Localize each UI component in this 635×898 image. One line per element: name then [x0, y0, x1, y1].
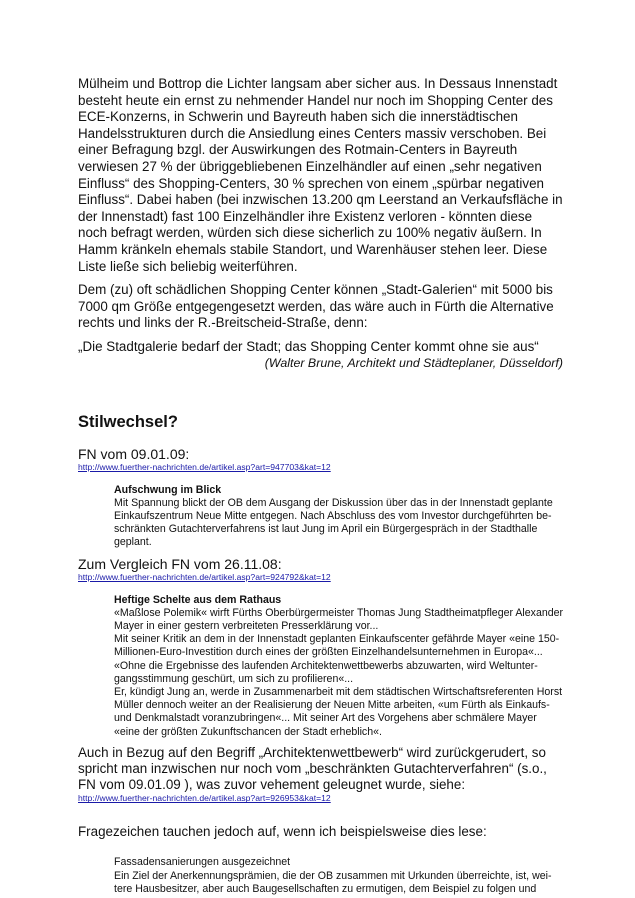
intro-paragraph: Mülheim und Bottrop die Lichter langsam aber sicher aus. In Dessaus Innenstadt besteht heute ein ernst zu nehmender Handel nur noch im Shopping Center des ECE-Konzerns, in Schwerin und Bayreuth haben sich die innerstädtischen Handelsstrukturen durch die Ansiedlung eines Centers massiv verschoben. Bei einer Befragung bzgl. der Auswirkungen des Rotmain-Centers in Bayreuth verwiesen 27 % der übriggebliebenen Einzelhändler auf einen „sehr negativen Einfluss“ des Shopping-Centers, 30 % sprechen von einem „spürbar negativen Einfluss“. Dabei haben (bei inzwischen 13.200 qm Leerstand an Verkaufsfläche in der Innenstadt) fast 100 Einzelhändler ihre Existenz verloren - könnten diese noch befragt werden, würden sich diese sicherlich zu 100% negativ äußern. In Hamm kränkeln ehemals stabile Standort, und Warenhäuser stehen leer. Diese Liste ließe sich beliebig weiterführen.: [78, 76, 563, 274]
fn2-excerpt: [114, 594, 564, 739]
section-heading: Stilwechsel?: [78, 412, 178, 431]
fn2-excerpt-line: Mit seiner Kritik an dem in der Innenstadt geplanten Einkaufscenter gefährde Mayer «eine 150-Millionen-Euro-Investition durch eines der größten Einzelhandelsunternehmen in Europa«...: [114, 633, 560, 659]
fassaden-excerpt-body: Ein Ziel der Anerkennungsprämien, die der OB zusammen mit Urkunden überreichte, ist, weitere Hausbesitzer, aber auch Baugesellschaften zu ermutigen, dem Beispiel zu folgen und: [114, 869, 552, 895]
fn2-link[interactable]: http://www.fuerther-nachrichten.de/artikel.asp?art=924792&kat=12: [78, 571, 331, 582]
fn2-excerpt-line: «Ohne die Ergebnisse des laufenden Architektenwettbewerbs abzuwarten, wird Weltuntergangsstimmung geschürt, um sich zu profilieren«...: [114, 659, 538, 685]
fn2-excerpt-title: Heftige Schelte aus dem Rathaus: [114, 593, 282, 606]
fn1-excerpt: [114, 484, 564, 550]
fn1-link[interactable]: http://www.fuerther-nachrichten.de/artikel.asp?art=947703&kat=12: [78, 461, 331, 472]
fn1-label: FN vom 09.01.09:: [78, 445, 190, 462]
backpedal-paragraph: Auch in Bezug auf den Begriff „Architektenwettbewerb“ wird zurückgerudert, so spricht man inzwischen nur noch vom „beschränkten Gutachterverfahren“ (s.o., FN vom 09.01.09 ), was zuvor vehement geleugnet wurde, siehe:: [78, 744, 547, 793]
fn1-excerpt-title: Aufschwung im Blick: [114, 483, 222, 496]
galerien-paragraph: Dem (zu) oft schädlichen Shopping Center können „Stadt-Galerien“ mit 5000 bis 7000 qm Größe entgegengesetzt werden, das wäre auch in Fürth die Alternative rechts und links der R.-Breitscheid-Straße, denn:: [78, 282, 554, 331]
quote-text: „Die Stadtgalerie bedarf der Stadt; das Shopping Center kommt ohne sie aus“: [78, 338, 539, 354]
fassaden-excerpt-title: Fassadensanierungen ausgezeichnet: [114, 856, 291, 869]
fassaden-excerpt: [114, 856, 564, 896]
backpedal-link[interactable]: http://www.fuerther-nachrichten.de/artikel.asp?art=926953&kat=12: [78, 793, 331, 804]
quote-attribution: (Walter Brune, Architekt und Städteplaner, Düsseldorf): [264, 355, 563, 370]
fn1-excerpt-body: Mit Spannung blickt der OB dem Ausgang der Diskussion über das in der Innenstadt geplante Einkaufszentrum Neue Mitte entgegen. Nach Abschluss des vom Investor durchgeführten beschränkten Gutachterverfahrens ist laut Jung im April ein Bürgergespräch in der Stadthalle geplant.: [114, 496, 553, 549]
fn2-excerpt-line: «Maßlose Polemik« wirft Fürths Oberbürgermeister Thomas Jung Stadtheimatpfleger Alexander Mayer in einer gestern verbreiteten Presserklärung vor...: [114, 606, 564, 632]
document-page: [78, 76, 563, 896]
fn2-excerpt-line: Er, kündigt Jung an, werde in Zusammenarbeit mit dem städtischen Wirtschaftsreferenten Horst Müller dennoch weiter an der Realisierung der Neuen Mitte arbeiten, «um Fürth als Einkaufs- und Denkmalstadt voranzubringen«... Mit seiner Art des Vorgehens aber schmälere Mayer «eine der größten Zukunftschancen der Stadt erheblich«.: [114, 685, 563, 738]
question-paragraph: Fragezeichen tauchen jedoch auf, wenn ich beispielsweise dies lese:: [78, 824, 487, 840]
fn2-label: Zum Vergleich FN vom 26.11.08:: [78, 555, 282, 572]
